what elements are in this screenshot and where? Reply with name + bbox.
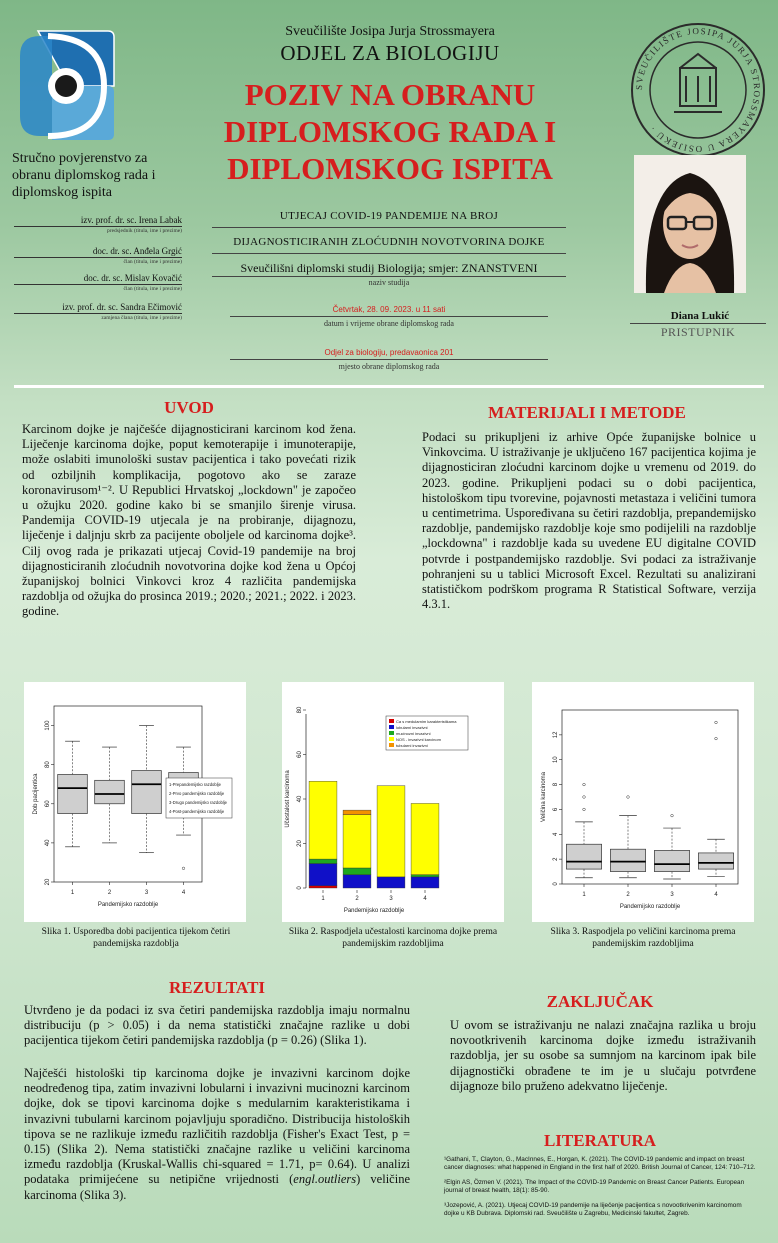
y-tick-label: 10 (553, 756, 559, 764)
y-tick-label: 60 (297, 751, 303, 758)
uvod-text: Karcinom dojke je najčešće dijagnosticirani karcinom kod žena. Liječenje karcinoma dojke, poput kemoterapije i imunoterapije, može oslabiti imunološki sustav pacijentica i tako povećati rizik od ozbiljnih komplikacija, pogotovo ako se zaraze koronavirusom¹⁻². U Republici Hrvatskoj „lockdown" je započeo u ožujku 2020. godine kako bi se smanjilo širenje virusa. Pandemija COVID-19 utjecala je na probiranje, dijagnozu, liječenje i daljnju skrb za pacijente oboljele od karcinoma dojke³. Cilj ovog rada je prikazati utjecaj Covid-19 pandemije na broj dijagnosticiranih zloćudnih novotvorina dojke kod žena u Općoj županijskoj bolnici Vinkovci kroz 4 različita pandemijska razdoblja od ožujka do prosinca 2019.; 2020.; 2021.; 2022. i 2023. godine. (22, 422, 356, 619)
divider (212, 276, 566, 277)
legend-swatch (389, 719, 394, 723)
legend-label: Ca s medularnim karakteristikama (396, 719, 457, 724)
reference-list (444, 1156, 756, 1218)
datetime-label: datum i vrijeme obrane diplomskog rada (324, 319, 454, 328)
zakljucak-text: U ovom se istraživanju ne nalazi značajna razlika u broju novootkrivenih karcinoma dojke između istraživanih razdoblja, jer su osobe sa sumnjom na karcinom ipak bile dijagnostički obrađene te im je u slučaju potvrđene dijagnoze bilo pruženo adekvatno liječenje. (450, 1018, 756, 1093)
box (698, 853, 733, 869)
bar-segment (343, 875, 371, 888)
thesis-title-line-1: UTJECAJ COVID-19 PANDEMIJE NA BROJ (279, 210, 499, 222)
rezultati-paragraph-1: Utvrđeno je da podaci iz sva četiri pandemijska razdoblja imaju normalnu distribuciju (p > 0.05) i da nema statistički značajne razlike u dobi pacijentica tijekom četiri pandemijska razdoblja (p = 0.26) (Slika 1). (24, 1003, 410, 1048)
divider (212, 253, 566, 254)
committee-member-2-role: član (titula, ime i prezime) (123, 259, 182, 265)
y-tick-label: 40 (45, 839, 51, 847)
committee-member-3: doc. dr. sc. Mislav Kovačić (83, 273, 182, 283)
y-axis-label: Učestalost karcinoma (285, 770, 291, 828)
histology-stacked-bar-chart (282, 682, 504, 922)
bar-segment (411, 803, 439, 874)
defense-datetime: Četvrtak, 28. 09. 2023. u 11 sati (332, 305, 446, 314)
legend-swatch (389, 731, 394, 735)
outlier-point (671, 814, 674, 817)
legend-label: tubularni invazivni (396, 743, 428, 748)
university-name: Sveučilište Josipa Jurja Strossmayera (285, 24, 495, 39)
zakljucak-heading: ZAKLJUČAK (546, 992, 654, 1011)
divider (630, 323, 766, 324)
y-tick-label: 20 (297, 840, 303, 847)
page-title (185, 76, 595, 187)
x-axis-label: Pandemijsko razdoblje (343, 908, 405, 914)
legend-label: NOS - invazivni karcinom (396, 737, 441, 742)
divider (230, 359, 548, 360)
y-tick-label: 80 (45, 761, 51, 769)
committee-member-2: doc. dr. sc. Anđela Grgić (92, 246, 182, 256)
defense-place: Odjel za biologiju, predavaonica 201 (324, 348, 454, 357)
divider (230, 316, 548, 317)
figure-3-caption: Slika 3. Raspodjela po veličini karcinoma prema pandemijskim razdobljima (550, 927, 736, 949)
place-label: mjesto obrane diplomskog rada (338, 362, 440, 371)
legend-swatch (389, 725, 394, 729)
x-tick-label: 3 (670, 892, 674, 898)
committee-member-1-role: predsjednik (titula, ime i prezime) (107, 228, 182, 234)
y-tick-label: 2 (553, 857, 559, 861)
outlier-point (627, 796, 630, 799)
y-tick-label: 4 (553, 832, 559, 836)
rezultati-paragraph-2 (24, 1066, 410, 1203)
x-axis-label: Pandemijsko razdoblje (619, 904, 681, 910)
thesis-title-line-2: DIJAGNOSTICIRANIH ZLOĆUDNIH NOVOTVORINA DOJKE (233, 236, 545, 248)
bar-segment (343, 868, 371, 875)
bar-segment (343, 815, 371, 868)
x-tick-label: 2 (355, 896, 359, 902)
divider (14, 313, 182, 314)
y-axis-label: Veličina karcinoma (541, 771, 547, 823)
x-tick-label: 4 (181, 890, 186, 896)
y-tick-label: 8 (553, 782, 559, 787)
x-tick-label: 1 (70, 890, 75, 896)
rezultati-paragraph-2-emphasis: engl.outliers (293, 1172, 357, 1187)
rezultati-paragraph-2-text: Najčešći histološki tip karcinoma dojke je invazivni karcinom dojke neodređenog tipa, zatim invazivni lobularni i invazivni mucinozni karcinom dojke, dok se tipovi karcinoma dojke s medularnim karakteristikama i invazivni tubularni karcinom pojavljuju sporadično. Distribucija histoloških tipova se ne razlikuje između različitih razdoblja (Fisher's Exact Test, p = 0.15) (Slika 2). Nema statistički značajne razlike u veličini karcinoma između razdoblja (Kruskal-Wallis chi-squared = 1.71, p= 0.64). U analizi podataka primijećene su netipične vrijednosti ( (24, 1066, 410, 1187)
committee-member-4: izv. prof. dr. sc. Sandra Ečimović (62, 302, 182, 312)
x-tick-label: 1 (321, 896, 325, 902)
rezultati-heading: REZULTATI (168, 978, 266, 997)
bar-segment (411, 877, 439, 888)
y-tick-label: 40 (297, 795, 303, 803)
bar-segment (309, 859, 337, 863)
candidate-photo (634, 155, 746, 293)
legend-label: 4-Post-pandemijsko razdoblje (169, 809, 225, 814)
figure-2 (282, 682, 504, 922)
legend-swatch (389, 737, 394, 741)
legend-label: 1-Prepandemijsko razdoblje (169, 782, 221, 787)
legend-label: mucinozni invazivni (396, 731, 431, 736)
outlier-point (583, 796, 586, 799)
section-divider (14, 385, 764, 388)
bar-segment (377, 786, 405, 877)
y-axis-label: Dob pacijentica (33, 773, 39, 815)
rezultati-paragraph-2-end: ) veličine karcinoma (Slika 3). (24, 1172, 410, 1202)
x-tick-label: 3 (144, 890, 149, 896)
metode-text: Podaci su prikupljeni iz arhive Opće županijske bolnice u Vinkovcima. U istraživanje je uključeno 167 pacijentica kojima je dijagnosticiran zloćudni karcinom dojke u vremenu od 2019. do 2023. godine. Prikupljeni podaci su o dobi pacijentica, histološkom tipu tvorevine, pojavnosti metastaza i veličini tumora u centimetrima. Uspoređivana su četiri razdoblja, prepandemijsko razdoblje, pandemijsko razdoblje koje smo podijelili na razdoblje „lockdowna" i razdoblje kada su uvedene EU digitalne COVID potvrde i postpandemijsko razdoblje. Svi podaci za istraživanje pohranjeni su u tablici Microsoft Excel. Rezultati su analizirani statističkom podrškom programa R Statistical Software, verzija 4.3.1. (422, 430, 756, 612)
tumor-size-boxplot-chart (532, 682, 754, 922)
legend-label: lobularni invazivni (396, 725, 428, 730)
x-tick-label: 2 (107, 890, 112, 896)
title-line-1: POZIV NA OBRANU (244, 77, 536, 112)
study-label: naziv studija (368, 278, 410, 287)
x-tick-label: 1 (582, 892, 586, 898)
x-tick-label: 2 (626, 892, 630, 898)
legend-label: 2-Prvo pandemijsko razdoblje (169, 791, 225, 796)
x-tick-label: 3 (389, 896, 393, 902)
box (58, 774, 88, 813)
figure-1 (24, 682, 246, 922)
committee-member-4-role: zamjena člana (titula, ime i prezime) (101, 315, 182, 321)
legend-label: 3-Drugo pandemijsko razdoblje (169, 800, 227, 805)
figure-1-caption: Slika 1. Usporedba dobi pacijentica tijekom četiri pandemijska razdoblja (41, 927, 231, 949)
x-tick-label: 4 (423, 896, 427, 902)
study-program: Sveučilišni diplomski studij Biologija; smjer: ZNANSTVENI (240, 261, 538, 275)
box (132, 771, 162, 814)
box (95, 780, 125, 803)
outlier-point (583, 783, 586, 786)
age-boxplot-chart (24, 682, 246, 922)
svg-text:SVEUČILIŠTE JOSIPA JURJA STROS: SVEUČILIŠTE JOSIPA JURJA STROSSMAYERA U OSIJEKU · (633, 25, 763, 155)
figure-3 (532, 682, 754, 922)
reference-3: ³Jozepović, A. (2021). Utjecaj COVID-19 pandemije na liječenje pacijentica s novootkrivenim karcinomom dojke u KB Dubrava. Diplomski rad. Sveučilište u Zagrebu, Medicinski fakultet, Zagreb. (444, 1201, 742, 1218)
reference-2: ²Elgin AS, Özmen V. (2021). The Impact of the COVID-19 Pandemic on Breast Cancer Patients. European journal of breast health, 18(1): 85-90. (444, 1178, 745, 1195)
title-line-3: DIPLOMSKOG ISPITA (227, 151, 553, 186)
metode-heading: MATERIJALI I METODE (488, 403, 686, 422)
box (566, 844, 601, 869)
bar-segment (343, 810, 371, 814)
y-tick-label: 12 (553, 731, 559, 739)
legend-swatch (389, 743, 394, 747)
department-logo (8, 26, 120, 146)
title-line-2: DIPLOMSKOG RADA I (223, 114, 557, 149)
divider (14, 284, 182, 285)
box (610, 849, 645, 871)
bar-segment (411, 875, 439, 877)
y-tick-label: 0 (297, 886, 303, 890)
committee-member-1: izv. prof. dr. sc. Irena Labak (80, 215, 182, 225)
divider (212, 227, 566, 228)
uvod-heading: UVOD (164, 398, 214, 417)
university-seal (628, 20, 768, 160)
outlier-point (182, 867, 185, 870)
candidate-label: PRISTUPNIK (660, 325, 736, 339)
bar-segment (309, 781, 337, 859)
outlier-point (715, 737, 718, 740)
department-name: ODJEL ZA BIOLOGIJU (280, 41, 500, 65)
y-tick-label: 100 (45, 720, 51, 731)
outlier-point (583, 808, 586, 811)
y-tick-label: 0 (553, 882, 559, 886)
y-tick-label: 6 (553, 807, 559, 812)
y-tick-label: 80 (297, 706, 303, 714)
committee-heading: Stručno povjerenstvo za obranu diplomskog rada i diplomskog ispita (12, 151, 156, 200)
y-tick-label: 60 (45, 800, 51, 808)
y-tick-label: 20 (45, 878, 51, 886)
reference-1: ¹Gathani, T., Clayton, G., MacInnes, E., Horgan, K. (2021). The COVID-19 pandemic and impact on breast cancer diagnoses: what happened in England in the first half of 2020. British Journal of Cancer, 124: 710–712. (444, 1156, 756, 1172)
bar-segment (377, 877, 405, 888)
bar-segment (309, 864, 337, 886)
box (654, 850, 689, 871)
x-axis-label: Pandemijsko razdoblje (97, 902, 159, 908)
x-tick-label: 4 (714, 892, 718, 898)
candidate-name: Diana Lukić (670, 310, 730, 322)
committee-member-3-role: član (titula, ime i prezime) (123, 286, 182, 292)
divider (14, 226, 182, 227)
outlier-point (715, 721, 718, 724)
divider (14, 257, 182, 258)
bar-segment (309, 886, 337, 888)
literatura-heading: LITERATURA (543, 1131, 657, 1150)
figure-2-caption: Slika 2. Raspodjela učestalosti karcinoma dojke prema pandemijskim razdobljima (288, 927, 498, 949)
